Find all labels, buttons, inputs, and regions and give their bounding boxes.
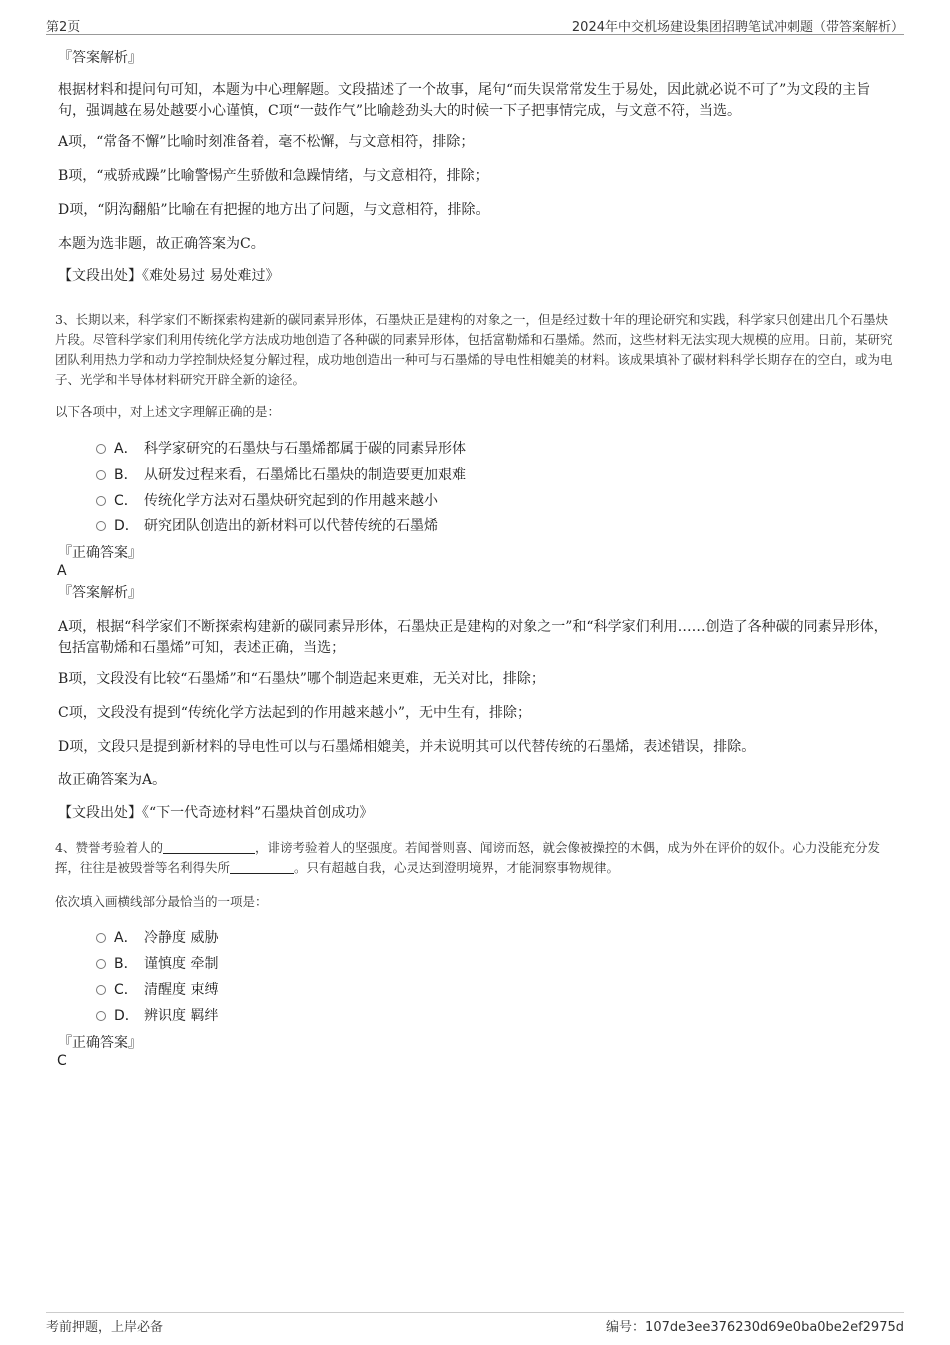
- q3-option-d[interactable]: D． 研究团队创造出的新材料可以代替传统的石墨烯: [96, 516, 438, 536]
- q3-source: 【文段出处】《“下一代奇迹材料”石墨炔首创成功》: [58, 805, 374, 821]
- q3-stem: 3、长期以来，科学家们不断探索构建新的碳同素异形体，石墨炔正是建构的对象之一，但是经过数十年的理论研究和实践，科学家只创建出几个石墨炔片段。尽管科学家们利用传统化学方法成功地创造了各种碳的同素异形体，包括富勒烯和石墨烯。然而，这些材料无法实现大规模的应用。日前，某研究团队利用热力学和动力学控制炔烃复分解过程，成功地创造出一种可与石墨烯的导电性相媲美的材料。该成果填补了碳材料科学长期存在的空白，或为电子、光学和半导体材料研究开辟全新的途径。: [55, 312, 893, 387]
- radio-icon[interactable]: [96, 959, 106, 969]
- page-header: [46, 14, 904, 35]
- q4-answer: C: [57, 1053, 67, 1069]
- q3-answer: A: [57, 563, 67, 579]
- q3-prompt: 以下各项中，对上述文字理解正确的是：: [55, 404, 281, 419]
- radio-icon[interactable]: [96, 1011, 106, 1021]
- q3-answer-label: 『正确答案』: [58, 545, 142, 561]
- q2-option-b-analysis: B项，“戒骄戒躁”比喻警惕产生骄傲和急躁情绪，与文意相符，排除；: [58, 168, 489, 184]
- q4-option-b[interactable]: B． 谨慎度 牵制: [96, 954, 218, 974]
- fill-blank-1: [163, 841, 255, 854]
- footer-slogan: 考前押题，上岸必备: [46, 1320, 164, 1335]
- q2-analysis-paragraph: 根据材料和提问句可知，本题为中心理解题。文段描述了一个故事，尾句“而失误常常发生于易处，因此就必说不可了”为文段的主旨句，强调越在易处越要小心谨慎，C项“一鼓作气”比喻趁劲头大的时候一下子把事情完成，与文意不符，当选。: [58, 82, 871, 119]
- q4-option-d[interactable]: D． 辨识度 羁绊: [96, 1006, 218, 1026]
- fill-blank-2: [230, 861, 294, 874]
- radio-icon[interactable]: [96, 444, 106, 454]
- q4-answer-label: 『正确答案』: [58, 1035, 142, 1051]
- q3-option-b[interactable]: B． 从研发过程来看，石墨烯比石墨炔的制造要更加艰难: [96, 465, 466, 485]
- q3-option-c[interactable]: C． 传统化学方法对石墨炔研究起到的作用越来越小: [96, 491, 438, 511]
- radio-icon[interactable]: [96, 470, 106, 480]
- page-number: 第2页: [46, 20, 81, 35]
- q2-source: 【文段出处】《难处易过 易处难过》: [58, 268, 280, 284]
- q3-option-a-analysis: A项，根据“科学家们不断探索构建新的碳同素异形体，石墨炔正是建构的对象之一”和“科学家们利用……创造了各种碳的同素异形体，包括富勒烯和石墨烯”可知，表述正确，当选；: [58, 619, 888, 656]
- radio-icon[interactable]: [96, 933, 106, 943]
- radio-icon[interactable]: [96, 496, 106, 506]
- q4-option-c[interactable]: C． 清醒度 束缚: [96, 980, 218, 1000]
- q3-conclusion: 故正确答案为A。: [58, 772, 167, 788]
- document-id: 编号：107de3ee376230d69e0ba0be2ef2975d: [606, 1320, 904, 1335]
- q4-stem: 4、赞誉考验着人的 ，诽谤考验着人的坚强度。若闻誉则喜、闻谤而怒，就会像被操控的木偶，成为外在评价的奴仆。心力没能充分发挥，往往是被毁誉等名利得失所 。只有超越自我，心灵达到澄明境界，才能洞察事物规律。: [55, 840, 880, 875]
- radio-icon[interactable]: [96, 521, 106, 531]
- q3-option-c-analysis: C项，文段没有提到“传统化学方法起到的作用越来越小”，无中生有，排除；: [58, 705, 532, 721]
- page-footer: [46, 1312, 904, 1335]
- radio-icon[interactable]: [96, 985, 106, 995]
- q2-analysis-label: 『答案解析』: [58, 50, 142, 66]
- q3-analysis-label: 『答案解析』: [58, 585, 142, 601]
- q4-prompt: 依次填入画横线部分最恰当的一项是：: [55, 894, 268, 909]
- q3-option-b-analysis: B项，文段没有比较“石墨烯”和“石墨炔”哪个制造起来更难，无关对比，排除；: [58, 671, 545, 687]
- q2-option-d-analysis: D项，“阴沟翻船”比喻在有把握的地方出了问题，与文意相符，排除。: [58, 202, 490, 218]
- q2-conclusion: 本题为选非题，故正确答案为C。: [58, 236, 265, 252]
- q3-option-d-analysis: D项，文段只是提到新材料的导电性可以与石墨烯相媲美，并未说明其可以代替传统的石墨烯，表述错误，排除。: [58, 739, 756, 755]
- q3-option-a[interactable]: A． 科学家研究的石墨炔与石墨烯都属于碳的同素异形体: [96, 439, 466, 459]
- document-title: 2024年中交机场建设集团招聘笔试冲刺题（带答案解析）: [571, 20, 904, 35]
- q4-option-a[interactable]: A． 冷静度 威胁: [96, 928, 218, 948]
- q2-option-a-analysis: A项，“常备不懈”比喻时刻准备着，毫不松懈，与文意相符，排除；: [58, 134, 475, 150]
